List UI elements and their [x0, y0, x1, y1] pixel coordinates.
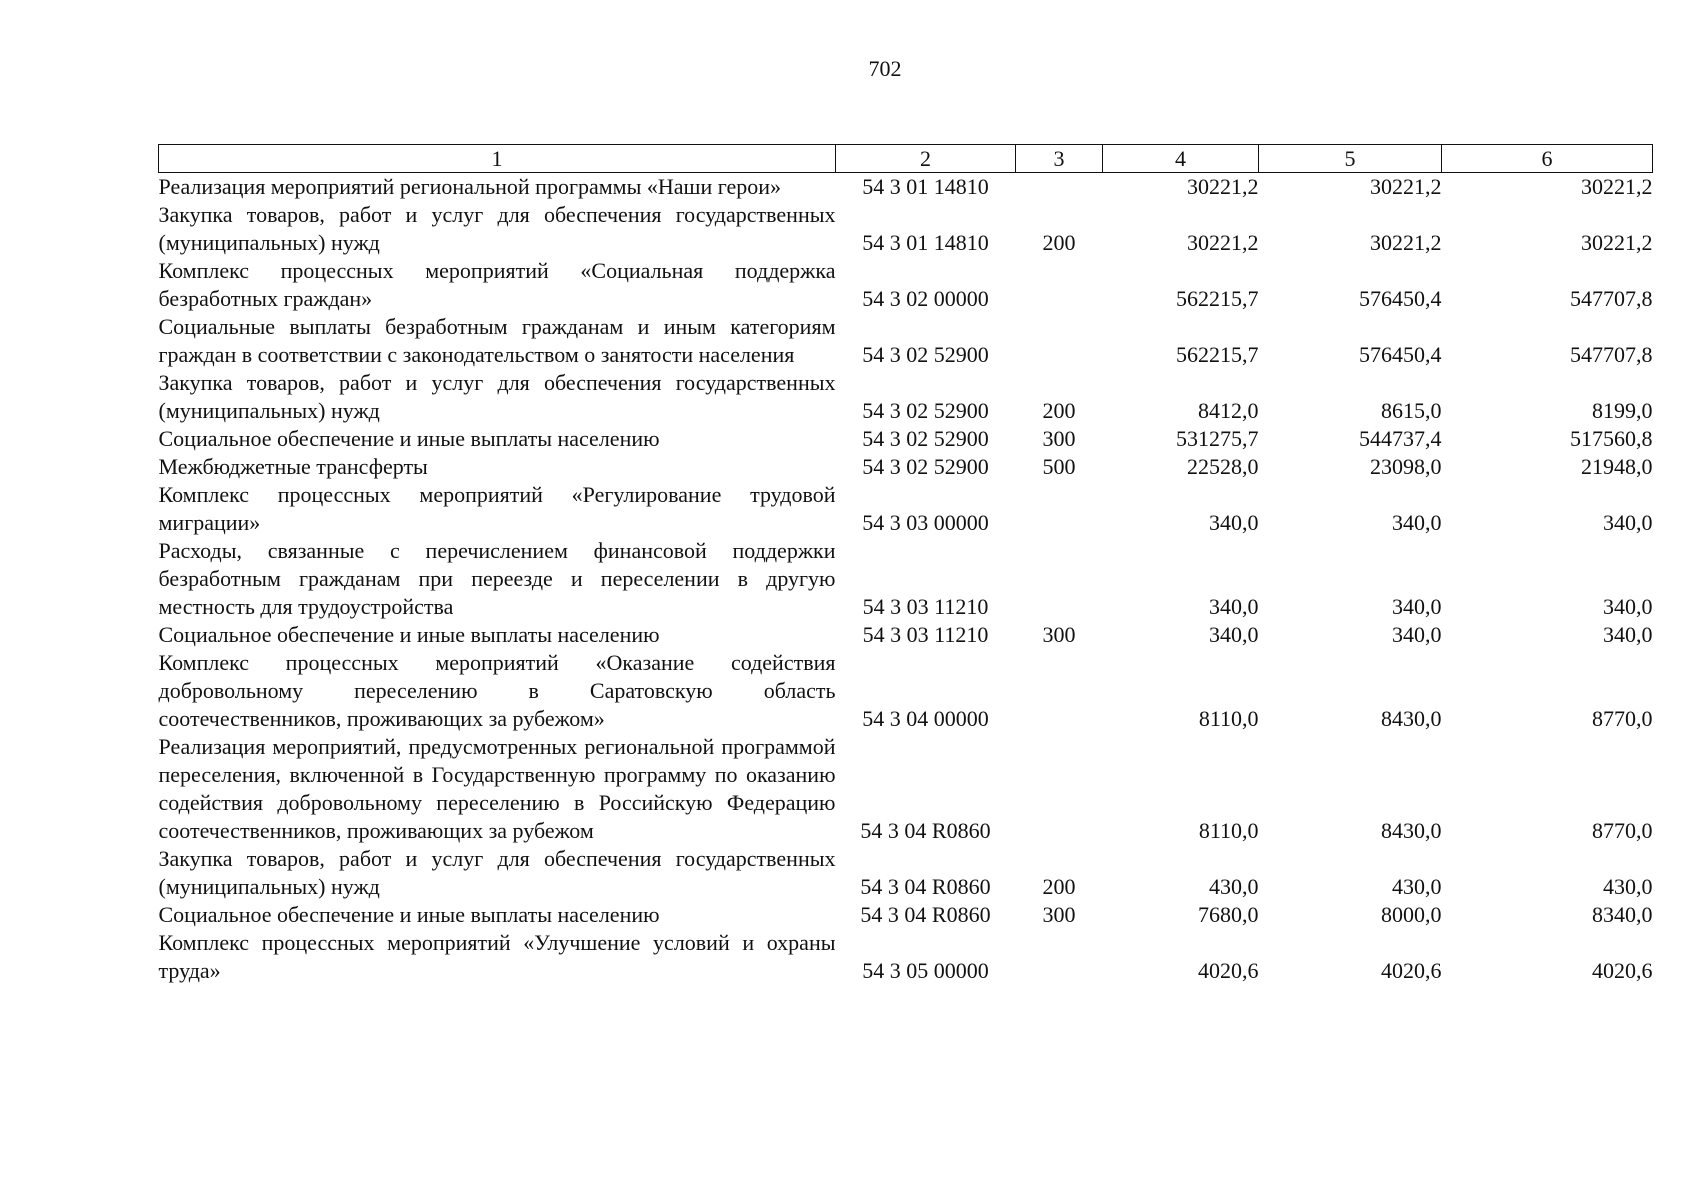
row-expense-type: [1016, 929, 1103, 985]
table-row: [159, 425, 1653, 453]
row-value-6: 340,0: [1603, 510, 1653, 535]
row-expense-type: [1016, 733, 1103, 845]
row-value-5: 4020,6: [1381, 958, 1442, 983]
row-expense-type: 300: [1042, 622, 1076, 647]
row-value-6: 30221,2: [1581, 230, 1653, 255]
row-value-6: 547707,8: [1570, 286, 1653, 311]
row-value-5: 576450,4: [1359, 342, 1442, 367]
row-name: Реализация мероприятий, предусмотренных региональной программой переселения, включенной в Государственную программу по оказанию содействия добровольному переселению в Российскую Федерацию соотечественников, проживающих за рубежом: [158, 734, 836, 843]
page-number: 702: [868, 56, 902, 81]
row-name: Закупка товаров, работ и услуг для обеспечения государственных (муниципальных) нужд: [158, 202, 836, 255]
table-row: [159, 845, 1653, 901]
row-name: Закупка товаров, работ и услуг для обеспечения государственных (муниципальных) нужд: [158, 846, 836, 899]
row-code: 54 3 01 14810: [862, 174, 989, 199]
row-code: 54 3 03 11210: [862, 622, 989, 647]
row-name: Реализация мероприятий региональной программы «Наши герои»: [158, 174, 781, 199]
table-row: [159, 929, 1653, 985]
table-row: [159, 733, 1653, 845]
table-row: [159, 649, 1653, 733]
row-value-6: 340,0: [1603, 594, 1653, 619]
row-expense-type: 300: [1042, 426, 1076, 451]
row-name: Комплекс процессных мероприятий «Регулирование трудовой миграции»: [158, 482, 836, 535]
table-row: [159, 621, 1653, 649]
row-value-5: 30221,2: [1370, 230, 1442, 255]
row-expense-type: [1016, 537, 1103, 621]
row-code: 54 3 03 00000: [862, 510, 989, 535]
column-header-2: 2: [836, 145, 1016, 173]
row-value-4: 8110,0: [1198, 706, 1259, 731]
row-code: 54 3 02 52900: [862, 342, 989, 367]
row-code: 54 3 04 R0860: [860, 818, 991, 843]
row-code: 54 3 02 52900: [862, 454, 989, 479]
table-row: [159, 481, 1653, 537]
row-expense-type: [1016, 649, 1103, 733]
row-value-4: 531275,7: [1176, 426, 1259, 451]
column-header-1: 1: [159, 145, 836, 173]
row-value-4: 8412,0: [1198, 398, 1259, 423]
row-name: Межбюджетные трансферты: [158, 454, 428, 479]
row-name: Комплекс процессных мероприятий «Улучшение условий и охраны труда»: [158, 930, 836, 983]
row-value-4: 22528,0: [1187, 454, 1259, 479]
row-code: 54 3 02 00000: [862, 286, 989, 311]
row-code: 54 3 05 00000: [862, 958, 989, 983]
column-header-4: 4: [1103, 145, 1259, 173]
row-expense-type: 200: [1042, 398, 1076, 423]
column-number-row: [159, 145, 1653, 173]
row-value-5: 8000,0: [1381, 902, 1442, 927]
row-value-6: 517560,8: [1570, 426, 1653, 451]
row-code: 54 3 02 52900: [862, 426, 989, 451]
row-value-5: 544737,4: [1359, 426, 1442, 451]
row-value-5: 8430,0: [1381, 818, 1442, 843]
row-value-4: 430,0: [1209, 874, 1259, 899]
table-row: [159, 173, 1653, 202]
row-expense-type: 200: [1042, 874, 1076, 899]
table-row: [159, 369, 1653, 425]
row-name: Социальное обеспечение и иные выплаты населению: [158, 426, 660, 451]
row-expense-type: 300: [1042, 902, 1076, 927]
row-value-4: 4020,6: [1198, 958, 1259, 983]
row-name: Комплекс процессных мероприятий «Оказание содействия добровольному переселению в Саратовскую область соотечественников, проживающих за рубежом»: [158, 650, 836, 731]
table-row: [159, 537, 1653, 621]
row-expense-type: [1016, 313, 1103, 369]
row-value-6: 430,0: [1603, 874, 1653, 899]
row-value-5: 30221,2: [1370, 174, 1442, 199]
row-value-5: 23098,0: [1370, 454, 1442, 479]
row-code: 54 3 04 R0860: [860, 902, 991, 927]
row-code: 54 3 02 52900: [862, 398, 989, 423]
row-name: Комплекс процессных мероприятий «Социальная поддержка безработных граждан»: [158, 258, 836, 311]
table-row: [159, 453, 1653, 481]
row-code: 54 3 04 00000: [862, 706, 989, 731]
row-value-5: 430,0: [1392, 874, 1442, 899]
row-name: Расходы, связанные с перечислением финансовой поддержки безработным гражданам при переезде и переселении в другую местность для трудоустройства: [158, 538, 836, 619]
row-value-6: 21948,0: [1581, 454, 1653, 479]
table-row: [159, 901, 1653, 929]
row-value-6: 8770,0: [1592, 818, 1653, 843]
row-expense-type: [1016, 173, 1103, 202]
row-value-4: 340,0: [1209, 510, 1259, 535]
row-value-5: 8430,0: [1381, 706, 1442, 731]
row-value-5: 8615,0: [1381, 398, 1442, 423]
row-value-4: 340,0: [1209, 622, 1259, 647]
row-name: Закупка товаров, работ и услуг для обеспечения государственных (муниципальных) нужд: [158, 370, 836, 423]
row-value-4: 340,0: [1209, 594, 1259, 619]
table-row: [159, 313, 1653, 369]
row-value-4: 562215,7: [1176, 342, 1259, 367]
row-value-4: 7680,0: [1198, 902, 1259, 927]
column-header-6: 6: [1442, 145, 1653, 173]
row-value-6: 8340,0: [1592, 902, 1653, 927]
row-value-6: 8770,0: [1592, 706, 1653, 731]
row-value-5: 576450,4: [1359, 286, 1442, 311]
row-value-4: 30221,2: [1187, 230, 1259, 255]
table-row: [159, 201, 1653, 257]
row-expense-type: [1016, 257, 1103, 313]
column-header-5: 5: [1259, 145, 1442, 173]
row-expense-type: 500: [1042, 454, 1076, 479]
row-code: 54 3 04 R0860: [860, 874, 991, 899]
row-name: Социальное обеспечение и иные выплаты населению: [158, 622, 660, 647]
row-value-6: 8199,0: [1592, 398, 1653, 423]
row-name: Социальное обеспечение и иные выплаты населению: [158, 902, 660, 927]
budget-table: [158, 144, 1653, 985]
row-value-5: 340,0: [1392, 510, 1442, 535]
row-value-5: 340,0: [1392, 622, 1442, 647]
row-code: 54 3 01 14810: [862, 230, 989, 255]
column-header-3: 3: [1016, 145, 1103, 173]
row-value-4: 8110,0: [1198, 818, 1259, 843]
row-value-6: 547707,8: [1570, 342, 1653, 367]
row-value-6: 4020,6: [1592, 958, 1653, 983]
row-name: Социальные выплаты безработным гражданам и иным категориям граждан в соответствии с законодательством о занятости населения: [158, 314, 836, 367]
row-code: 54 3 03 11210: [862, 594, 989, 619]
row-expense-type: [1016, 481, 1103, 537]
table-row: [159, 257, 1653, 313]
row-value-6: 30221,2: [1581, 174, 1653, 199]
row-expense-type: 200: [1042, 230, 1076, 255]
row-value-4: 30221,2: [1187, 174, 1259, 199]
row-value-5: 340,0: [1392, 594, 1442, 619]
row-value-4: 562215,7: [1176, 286, 1259, 311]
row-value-6: 340,0: [1603, 622, 1653, 647]
